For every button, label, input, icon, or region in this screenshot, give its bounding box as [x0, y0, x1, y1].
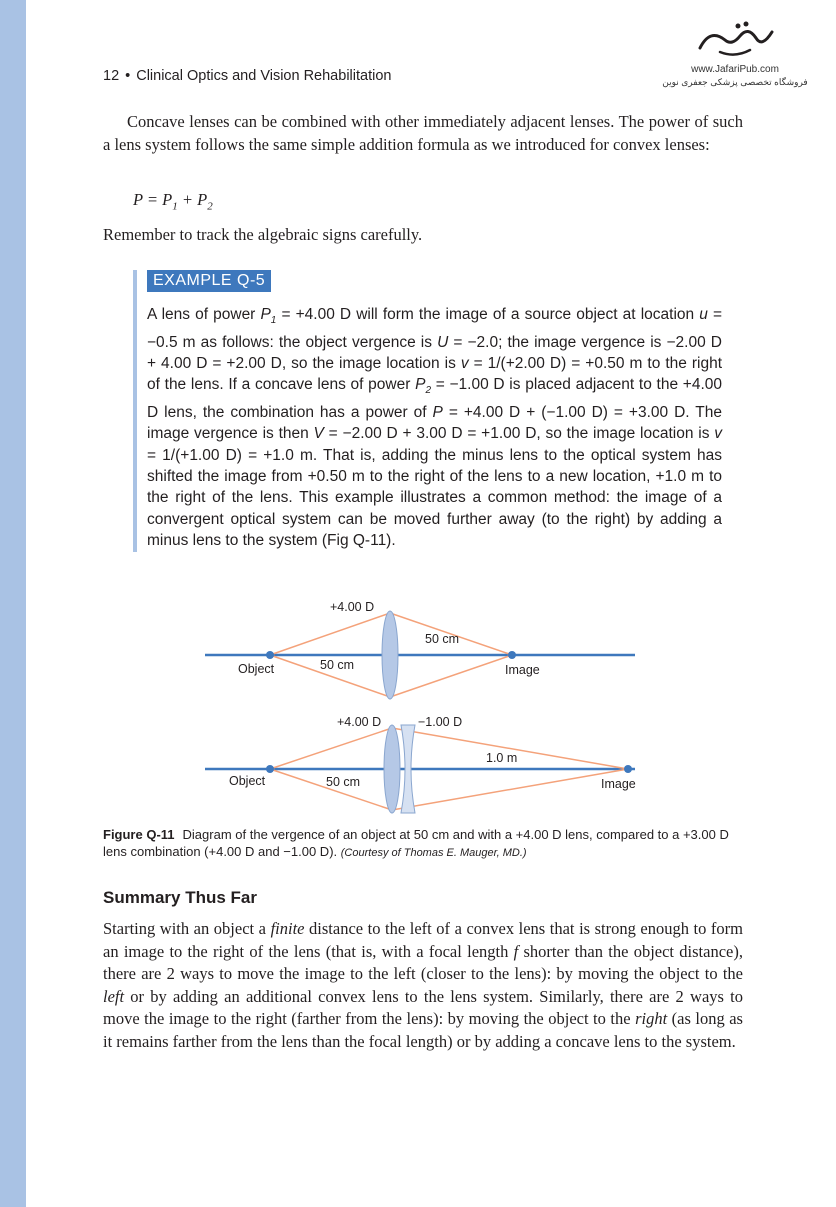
bottom-lens1-label: +4.00 D — [337, 715, 382, 729]
bottom-object-label: Object — [229, 774, 266, 788]
publisher-logo-icon — [690, 18, 780, 62]
formula-sub2: 2 — [207, 200, 213, 213]
power-formula — [133, 190, 213, 212]
bottom-lens2-label: −1.00 D — [418, 715, 463, 729]
object-point-top — [266, 651, 274, 659]
page-number: 12 — [103, 68, 120, 84]
publisher-tagline: فروشگاه تخصصی پزشکی جعفری نوین — [662, 77, 808, 87]
figure-label: Figure Q-11 — [103, 827, 175, 842]
caption-text: Diagram of the vergence of an object at 50 cm and with a +4.00 D lens, compared to a +3.00 D lens combination (+4.00 D and −1.00 D). — [103, 827, 729, 859]
formula-equals: = — [142, 190, 163, 209]
book-title: Clinical Optics and Vision Rehabilitation — [136, 68, 392, 84]
figure-caption — [103, 826, 748, 862]
publisher-url: www.JafariPub.com — [691, 64, 779, 75]
side-color-band — [0, 0, 26, 1207]
running-header — [103, 68, 391, 84]
convex-lens-top — [382, 611, 398, 699]
caption-courtesy: (Courtesy of Thomas E. Mauger, MD.) — [340, 847, 527, 859]
bottom-image-label: Image — [601, 777, 636, 791]
formula-lhs: P — [133, 190, 143, 209]
ray-bottom-1 — [270, 728, 392, 769]
ray-top-4 — [390, 655, 512, 697]
top-image-distance: 50 cm — [425, 632, 460, 646]
intro-paragraph: Concave lenses can be combined with other immediately adjacent lenses. The power of such a lens system follows the same simple addition formula as we introduced for convex lenses: — [103, 112, 743, 154]
top-object-distance: 50 cm — [320, 658, 355, 672]
object-point-bottom — [266, 765, 274, 773]
summary-paragraph: Starting with an object a finite distance to the left of a convex lens that is strong enough to form an image to the right of the lens (that is, with a focal length f shorter than the object distance), there are 2 ways to move the image to the left (closer to the lens): by moving the object to the left or by adding an additional convex lens to the lens system. Similarly, there are 2 ways to move the image to the right (farther from the lens): by moving the object to the right (as long as it remains farther from the lens than the focal length) or by adding a concave lens to the system. — [103, 919, 744, 1051]
example-body: A lens of power $P_1 = +4.00$ D will form the image of a source object at location u = −0.5 m as follows: the object vergence is U = −2.0; the image vergence is −2.00 D + 4.00 D = +2.00 D, so the image location is v = 1/(+2.00 D) = +0.50 m to the right of the lens. If a concave lens of power $P_2 = -1.00$ D is placed adjacent to the +4.00 D lens, the combination has a power of P = +4.00 D + (−1.00 D) = +3.00 D. The image vergence is then V = −2.00 D + 3.00 D = +1.00 D, so the image location is v = 1/(+1.00 D) = +1.0 m. That is, adding the minus lens to the optical system has shifted the image from +0.50 m to the right of the lens to a new location, +1.0 m to the right of the lens. This example illustrates a common method: the image of a convergent optical system can be moved further away (to the right) by adding a minus lens to the system (Fig Q-11). — [147, 306, 723, 550]
top-object-label: Object — [238, 662, 275, 676]
formula-p1: P — [162, 190, 173, 209]
formula-p2: P — [197, 190, 208, 209]
section-title: Summary Thus Far — [103, 888, 257, 907]
image-point-bottom — [624, 765, 632, 773]
formula-plus: + — [177, 190, 198, 209]
example-box — [133, 270, 722, 552]
ray-bottom-4 — [392, 769, 628, 810]
image-point-top — [508, 651, 516, 659]
convex-lens-bottom — [384, 725, 400, 813]
example-title: EXAMPLE Q-5 — [147, 270, 271, 292]
ray-top-1 — [270, 613, 390, 655]
lens-diagram-svg — [200, 595, 640, 825]
formula-sub1: 1 — [172, 200, 178, 213]
reminder-paragraph: Remember to track the algebraic signs carefully. — [103, 225, 423, 244]
top-image-label: Image — [505, 663, 540, 677]
bottom-object-distance: 50 cm — [326, 775, 361, 789]
lens-diagram — [200, 595, 640, 825]
top-lens-label: +4.00 D — [330, 600, 375, 614]
header-bullet: • — [125, 68, 131, 84]
bottom-image-distance: 1.0 m — [486, 751, 518, 765]
publisher-mark — [660, 18, 810, 88]
